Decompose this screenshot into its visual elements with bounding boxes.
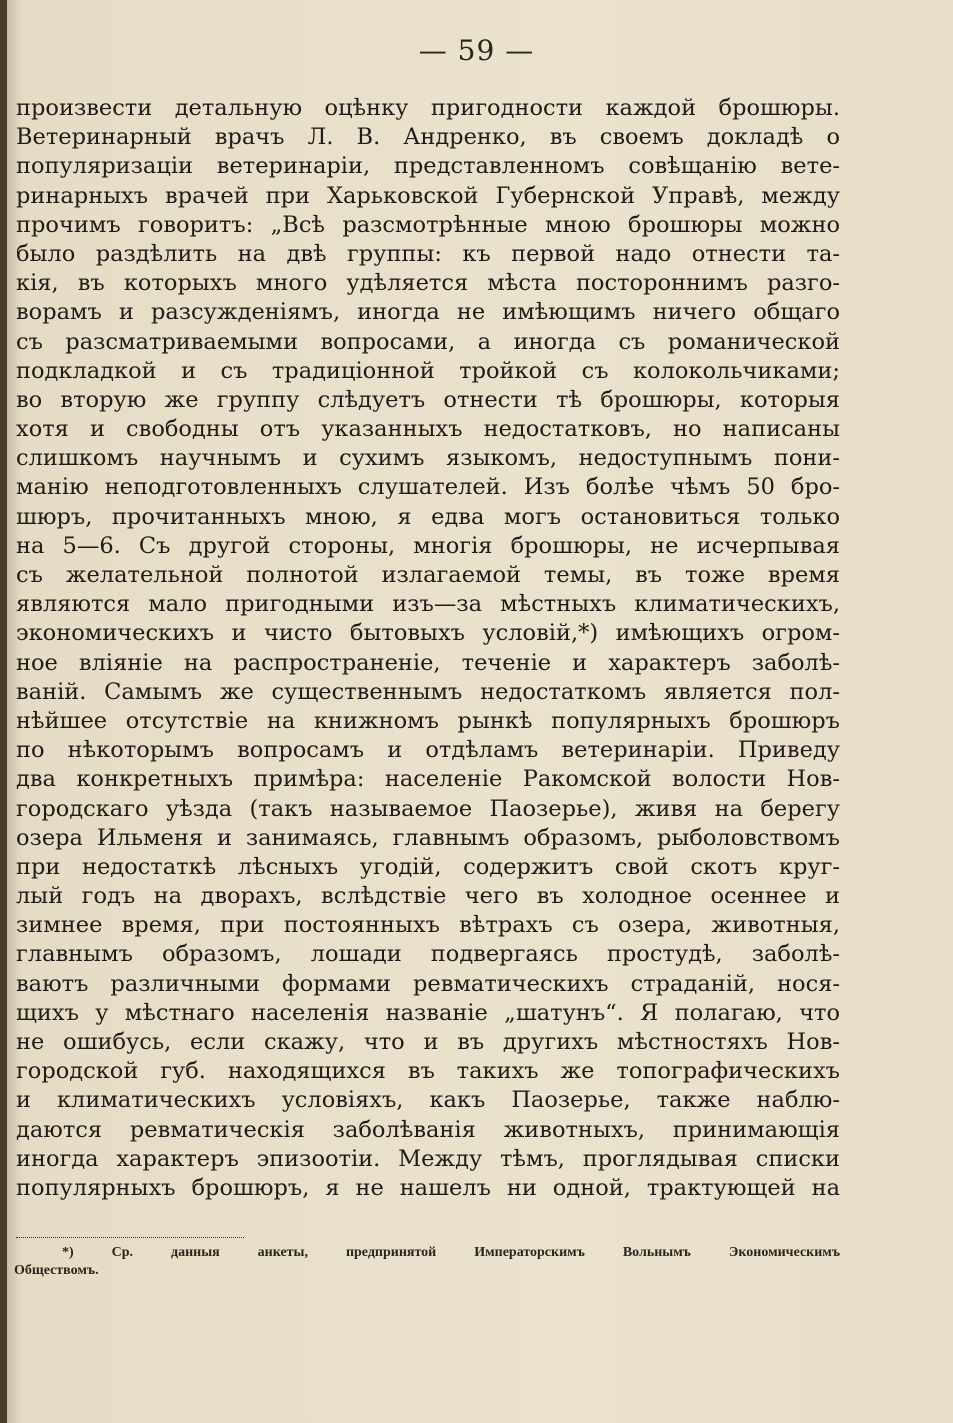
text-line: хотя и свободны отъ указанныхъ недостатковъ, но написаны — [16, 416, 840, 443]
footnote-line: *) Ср. данныя анкеты, предпринятой Императорскимъ Вольнымъ Экономическимъ — [62, 1245, 840, 1260]
text-line: лый годъ на дворахъ, вслѣдствіе чего въ холодное осеннее и — [16, 883, 840, 910]
text-line: нѣйшее отсутствіе на книжномъ рынкѣ популярныхъ брошюръ — [16, 707, 840, 734]
text-line: на 5—6. Съ другой стороны, многія брошюры, не исчерпывая — [16, 532, 840, 559]
footnote — [14, 1244, 840, 1280]
text-line: ринарныхъ врачей при Харьковской Губернской Управѣ, между — [16, 182, 840, 209]
text-line: Ветеринарный врачъ Л. В. Андренко, въ своемъ докладѣ о — [16, 124, 840, 151]
text-line: ваній. Самымъ же существеннымъ недостаткомъ является пол- — [16, 678, 840, 705]
text-line: популяризаціи ветеринаріи, представленномъ совѣщанію вете- — [16, 153, 840, 180]
binding-edge — [0, 0, 7, 1423]
text-line: манію неподготовленныхъ слушателей. Изъ болѣе чѣмъ 50 бро- — [16, 474, 840, 501]
page-number: — 59 — — [418, 34, 535, 67]
text-line: иногда характеръ эпизоотіи. Между тѣмъ, проглядывая списки — [16, 1145, 840, 1172]
text-line: зимнее время, при постоянныхъ вѣтрахъ съ озера, животныя, — [16, 912, 840, 939]
footnote-separator — [16, 1237, 244, 1238]
footnote-line: Обществомъ. — [14, 1263, 99, 1278]
text-line: популярныхъ брошюръ, я не нашелъ ни одной, трактующей на — [16, 1174, 840, 1201]
text-line: и климатическихъ условіяхъ, какъ Паозерье, также наблю- — [16, 1087, 840, 1114]
text-line: ное вліяніе на распространеніе, теченіе и характеръ заболѣ- — [16, 649, 840, 676]
text-line: съ разсматриваемыми вопросами, а иногда съ романической — [16, 328, 840, 355]
text-line: являются мало пригодными изъ—за мѣстныхъ климатическихъ, — [16, 591, 840, 618]
text-line: произвести детальную оцѣнку пригодности каждой брошюры. — [16, 95, 840, 121]
text-line: подкладкой и съ традиціонной тройкой съ колокольчиками; — [16, 357, 840, 384]
text-line: во вторую же группу слѣдуетъ отнести тѣ брошюры, которыя — [16, 386, 840, 413]
text-line: экономическихъ и чисто бытовыхъ условій,*) имѣющихъ огром- — [16, 620, 840, 647]
text-line: было раздѣлить на двѣ группы: къ первой надо отнести та- — [16, 240, 840, 267]
text-line: озера Ильменя и занимаясь, главнымъ образомъ, рыболовствомъ — [16, 824, 840, 851]
text-line: по нѣкоторымъ вопросамъ и отдѣламъ ветеринаріи. Приведу — [16, 737, 840, 764]
text-line: при недостаткѣ лѣсныхъ угодій, содержитъ свой скотъ круг- — [16, 853, 840, 880]
text-line: ваютъ различными формами ревматическихъ страданій, нося- — [16, 970, 840, 997]
text-line: щихъ у мѣстнаго населенія названіе „шатунъ“. Я полагаю, что — [16, 999, 840, 1026]
text-line: главнымъ образомъ, лошади подвергаясь простудѣ, заболѣ- — [16, 941, 840, 968]
text-line: съ желательной полнотой излагаемой темы, въ тоже время — [16, 562, 840, 588]
text-line: городскаго уѣзда (такъ называемое Паозерье), живя на берегу — [16, 795, 840, 822]
text-line: городской губ. находящихся въ такихъ же топографическихъ — [16, 1058, 840, 1085]
text-line: два конкретныхъ примѣра: населеніе Ракомской волости Нов- — [16, 766, 840, 793]
text-line: шюръ, прочитанныхъ мною, я едва могъ остановиться только — [16, 503, 840, 530]
text-line: ворамъ и разсужденіямъ, иногда не имѣющимъ ничего общаго — [16, 299, 840, 326]
body-text — [16, 94, 840, 1203]
text-line: не ошибусь, если скажу, что и въ другихъ мѣстностяхъ Нов- — [16, 1029, 840, 1055]
text-line: кія, въ которыхъ много удѣляется мѣста постороннимъ разго- — [16, 270, 840, 297]
text-line: прочимъ говоритъ: „Всѣ разсмотрѣнные мною брошюры можно — [16, 211, 840, 238]
text-line: слишкомъ научнымъ и сухимъ языкомъ, недоступнымъ пони- — [16, 445, 840, 472]
text-line: даются ревматическія заболѣванія животныхъ, принимающія — [16, 1116, 840, 1143]
